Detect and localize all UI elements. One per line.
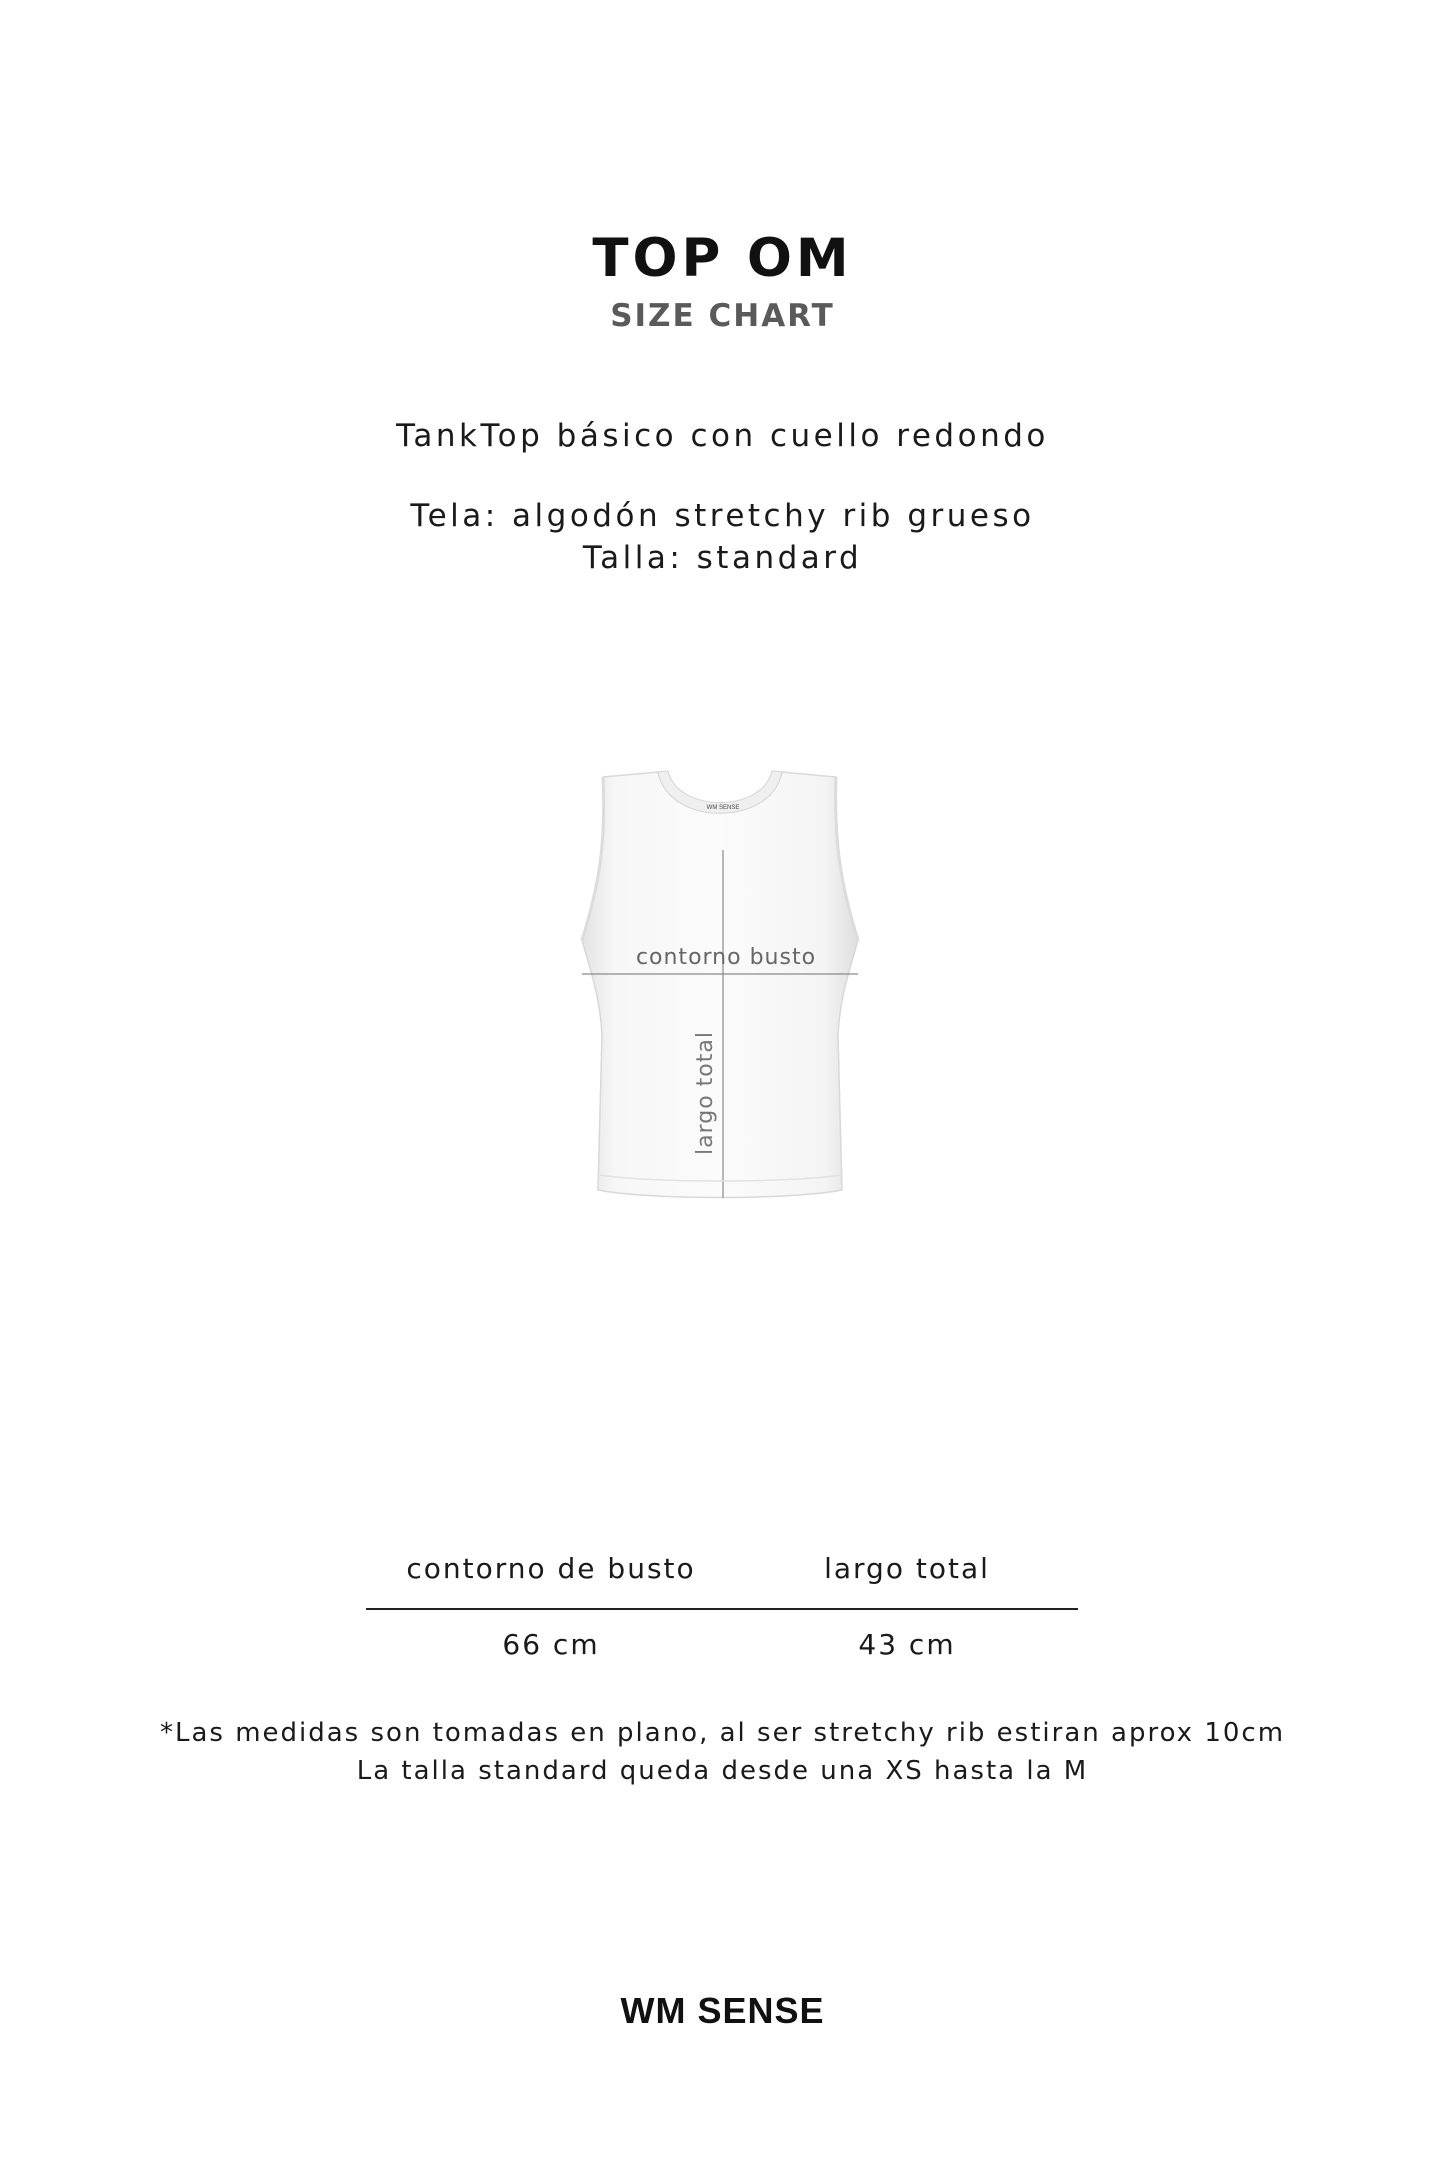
tank-top-illustration (560, 765, 880, 1205)
table-value-length: 43 cm (858, 1628, 956, 1661)
tank-top-svg (560, 765, 880, 1205)
brand-name: WM SENSE (620, 1990, 825, 2031)
tank-top-body (582, 772, 858, 1198)
table-header-bust: contorno de busto (406, 1552, 696, 1585)
size-chart-subtitle: SIZE CHART (610, 298, 835, 334)
footnote-line-2: La talla standard queda desde una XS hasta la M (356, 1756, 1089, 1786)
bust-label: contorno busto (635, 945, 817, 970)
description-line-1: TankTop básico con cuello redondo (396, 418, 1049, 454)
table-divider (366, 1608, 1078, 1610)
product-title: TOP OM (592, 228, 853, 289)
description-line-3: Talla: standard (582, 540, 863, 576)
table-value-bust: 66 cm (502, 1628, 600, 1661)
footnote-line-1: *Las medidas son tomadas en plano, al ser stretchy rib estiran aprox 10cm (159, 1718, 1286, 1748)
table-header-length: largo total (824, 1552, 990, 1585)
description-line-2: Tela: algodón stretchy rib grueso (410, 498, 1035, 534)
length-label: largo total (693, 1031, 718, 1155)
neck-label: WM SENSE (706, 805, 740, 811)
